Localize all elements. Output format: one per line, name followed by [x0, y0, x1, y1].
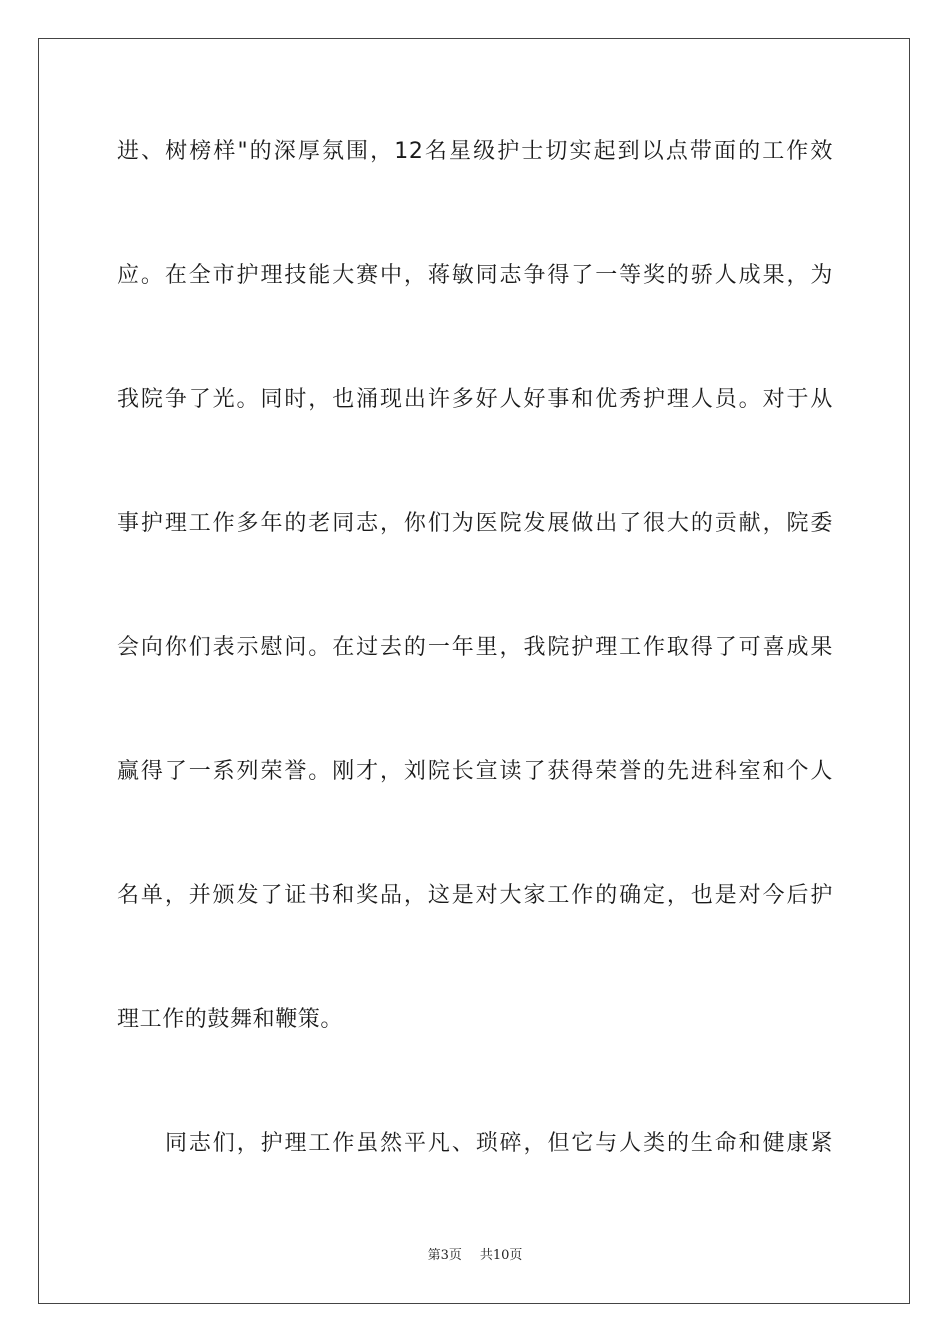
- page-footer: [0, 1247, 950, 1265]
- text-line-7: 名单，并颁发了证书和奖品，这是对大家工作的确定，也是对今后护: [117, 883, 833, 908]
- page-total: 共10页: [479, 1248, 523, 1263]
- text-line-1: 进、树榜样"的深厚氛围，12名星级护士切实起到以点带面的工作效: [117, 139, 833, 164]
- text-line-3: 我院争了光。同时，也涌现出许多好人好事和优秀护理人员。对于从: [117, 387, 833, 412]
- text-line-2: 应。在全市护理技能大赛中，蒋敏同志争得了一等奖的骄人成果，为: [117, 263, 833, 288]
- text-line-4: 事护理工作多年的老同志，你们为医院发展做出了很大的贡献，院委: [117, 511, 833, 536]
- text-line-6: 赢得了一系列荣誉。刚才，刘院长宣读了获得荣誉的先进科室和个人: [117, 759, 833, 784]
- text-line-5: 会向你们表示慰问。在过去的一年里，我院护理工作取得了可喜成果: [117, 635, 833, 660]
- text-line-9: 同志们，护理工作虽然平凡、琐碎，但它与人类的生命和健康紧: [165, 1131, 833, 1156]
- page-number: 第3页: [427, 1248, 462, 1263]
- page-border: [38, 38, 910, 1304]
- text-line-8: 理工作的鼓舞和鞭策。: [117, 1007, 344, 1032]
